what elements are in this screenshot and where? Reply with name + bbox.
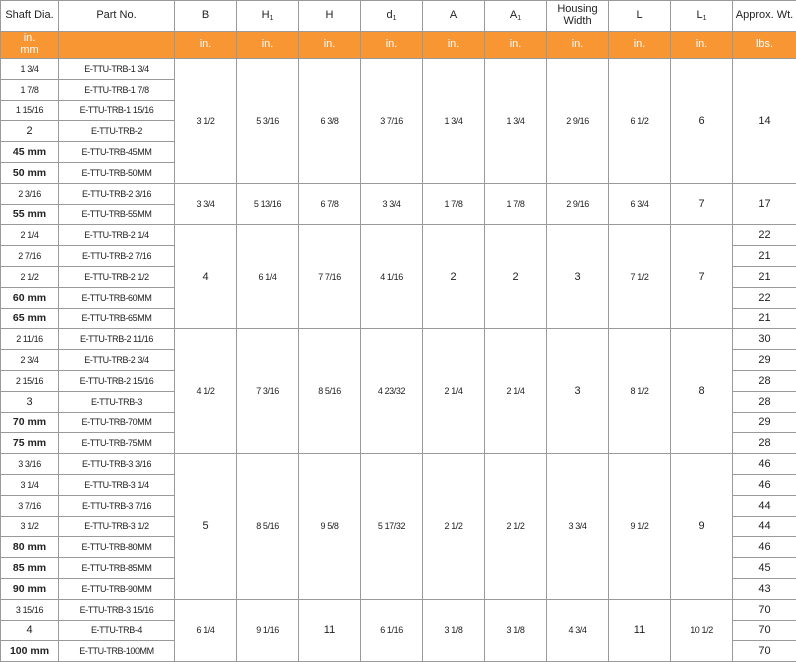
a1-cell: 3 1/8 [485,599,547,661]
unit-cell: in. mm [1,32,59,59]
part-no-cell: E-TTU-TRB-4 [59,620,175,641]
part-no-cell: E-TTU-TRB-3 7/16 [59,495,175,516]
housing-width-cell: 2 9/16 [547,59,609,184]
unit-cell: in. [671,32,733,59]
part-no-cell: E-TTU-TRB-3 3/16 [59,454,175,475]
unit-cell [59,32,175,59]
col-header-d1: $d_1$ [361,1,423,32]
weight-cell: 70 [733,620,796,641]
unit-cell: lbs. [733,32,796,59]
a-cell: 2 [423,225,485,329]
b-cell: 3 1/2 [175,59,237,184]
h-cell: 6 3/8 [299,59,361,184]
part-no-cell: E-TTU-TRB-80MM [59,537,175,558]
l1-cell: 10 1/2 [671,599,733,661]
weight-cell: 44 [733,495,796,516]
weight-cell: 46 [733,454,796,475]
shaft-dia-cell: 2 3/16 [1,183,59,204]
housing-width-cell: 3 [547,225,609,329]
h-cell: 9 5/8 [299,454,361,600]
housing-width-cell: 3 [547,329,609,454]
weight-cell: 21 [733,266,796,287]
shaft-dia-cell: 3 [1,391,59,412]
shaft-dia-cell: 65 mm [1,308,59,329]
shaft-dia-cell: 2 15/16 [1,370,59,391]
weight-cell: 21 [733,246,796,267]
housing-width-cell: 4 3/4 [547,599,609,661]
part-no-cell: E-TTU-TRB-2 3/4 [59,350,175,371]
shaft-dia-cell: 1 15/16 [1,100,59,121]
part-no-cell: E-TTU-TRB-2 1/4 [59,225,175,246]
shaft-dia-cell: 4 [1,620,59,641]
h-cell: 8 5/16 [299,329,361,454]
weight-cell: 28 [733,391,796,412]
weight-cell: 30 [733,329,796,350]
shaft-dia-cell: 2 [1,121,59,142]
shaft-dia-cell: 55 mm [1,204,59,225]
a1-cell: 2 1/4 [485,329,547,454]
part-no-cell: E-TTU-TRB-1 7/8 [59,79,175,100]
shaft-dia-cell: 1 7/8 [1,79,59,100]
table-body [1,59,796,662]
table-row [1,225,796,246]
h-cell: 7 7/16 [299,225,361,329]
d1-cell: 3 3/4 [361,183,423,225]
part-no-cell: E-TTU-TRB-70MM [59,412,175,433]
weight-cell: 22 [733,225,796,246]
h1-cell: 9 1/16 [237,599,299,661]
b-cell: 3 3/4 [175,183,237,225]
a1-cell: 1 3/4 [485,59,547,184]
part-no-cell: E-TTU-TRB-2 [59,121,175,142]
weight-cell: 44 [733,516,796,537]
col-header-shaft-dia: Shaft Dia. [1,1,59,32]
part-no-cell: E-TTU-TRB-60MM [59,287,175,308]
col-header-housing-width: Housing Width [547,1,609,32]
part-no-cell: E-TTU-TRB-1 15/16 [59,100,175,121]
l-cell: 6 1/2 [609,59,671,184]
unit-cell: in. [609,32,671,59]
shaft-dia-cell: 2 1/4 [1,225,59,246]
b-cell: 4 1/2 [175,329,237,454]
weight-cell: 46 [733,474,796,495]
col-header-h1: $H_1$ [237,1,299,32]
unit-cell: in. [237,32,299,59]
a-cell: 2 1/2 [423,454,485,600]
part-no-cell: E-TTU-TRB-45MM [59,142,175,163]
part-no-cell: E-TTU-TRB-85MM [59,558,175,579]
weight-cell: 22 [733,287,796,308]
b-cell: 6 1/4 [175,599,237,661]
part-no-cell: E-TTU-TRB-3 1/4 [59,474,175,495]
h1-cell: 8 5/16 [237,454,299,600]
unit-cell: in. [485,32,547,59]
l1-cell: 7 [671,225,733,329]
l-cell: 7 1/2 [609,225,671,329]
col-header-part-no: Part No. [59,1,175,32]
table-row [1,329,796,350]
unit-cell: in. [361,32,423,59]
part-no-cell: E-TTU-TRB-90MM [59,578,175,599]
weight-cell: 29 [733,350,796,371]
weight-cell: 70 [733,599,796,620]
unit-cell: in. [423,32,485,59]
unit-cell: in. [175,32,237,59]
shaft-dia-cell: 75 mm [1,433,59,454]
part-no-cell: E-TTU-TRB-3 1/2 [59,516,175,537]
housing-width-cell: 2 9/16 [547,183,609,225]
shaft-dia-cell: 3 3/16 [1,454,59,475]
part-no-cell: E-TTU-TRB-75MM [59,433,175,454]
shaft-dia-cell: 100 mm [1,641,59,662]
weight-cell: 28 [733,433,796,454]
header-row [1,1,796,32]
l-cell: 6 3/4 [609,183,671,225]
b-cell: 5 [175,454,237,600]
a-cell: 1 7/8 [423,183,485,225]
shaft-dia-cell: 2 1/2 [1,266,59,287]
l-cell: 8 1/2 [609,329,671,454]
h-cell: 6 7/8 [299,183,361,225]
h1-cell: 6 1/4 [237,225,299,329]
part-no-cell: E-TTU-TRB-65MM [59,308,175,329]
shaft-dia-cell: 90 mm [1,578,59,599]
shaft-dia-cell: 80 mm [1,537,59,558]
shaft-dia-cell: 70 mm [1,412,59,433]
shaft-dia-cell: 3 7/16 [1,495,59,516]
d1-cell: 3 7/16 [361,59,423,184]
shaft-dia-cell: 2 7/16 [1,246,59,267]
col-header-l: L [609,1,671,32]
l1-cell: 8 [671,329,733,454]
col-header-a1: $A_1$ [485,1,547,32]
l-cell: 11 [609,599,671,661]
part-no-cell: E-TTU-TRB-2 7/16 [59,246,175,267]
housing-width-cell: 3 3/4 [547,454,609,600]
part-no-cell: E-TTU-TRB-55MM [59,204,175,225]
h-cell: 11 [299,599,361,661]
weight-cell: 43 [733,578,796,599]
a1-cell: 2 [485,225,547,329]
l-cell: 9 1/2 [609,454,671,600]
a-cell: 2 1/4 [423,329,485,454]
weight-cell: 29 [733,412,796,433]
d1-cell: 4 23/32 [361,329,423,454]
weight-cell: 17 [733,183,796,225]
unit-cell: in. [299,32,361,59]
part-no-cell: E-TTU-TRB-100MM [59,641,175,662]
shaft-dia-cell: 50 mm [1,162,59,183]
l1-cell: 6 [671,59,733,184]
units-row [1,32,796,59]
d1-cell: 6 1/16 [361,599,423,661]
shaft-dia-cell: 3 1/4 [1,474,59,495]
weight-cell: 14 [733,59,796,184]
a1-cell: 2 1/2 [485,454,547,600]
h1-cell: 7 3/16 [237,329,299,454]
l1-cell: 9 [671,454,733,600]
weight-cell: 46 [733,537,796,558]
part-no-cell: E-TTU-TRB-1 3/4 [59,59,175,80]
shaft-dia-cell: 45 mm [1,142,59,163]
shaft-dia-cell: 85 mm [1,558,59,579]
col-header-approx-wt: Approx. Wt. [733,1,796,32]
a-cell: 3 1/8 [423,599,485,661]
a-cell: 1 3/4 [423,59,485,184]
part-no-cell: E-TTU-TRB-3 15/16 [59,599,175,620]
shaft-dia-cell: 2 11/16 [1,329,59,350]
weight-cell: 45 [733,558,796,579]
part-no-cell: E-TTU-TRB-2 15/16 [59,370,175,391]
shaft-dia-cell: 3 1/2 [1,516,59,537]
part-no-cell: E-TTU-TRB-3 [59,391,175,412]
weight-cell: 28 [733,370,796,391]
table-row [1,183,796,204]
col-header-b: B [175,1,237,32]
shaft-dia-cell: 2 3/4 [1,350,59,371]
part-no-cell: E-TTU-TRB-2 11/16 [59,329,175,350]
table-row [1,454,796,475]
unit-cell: in. [547,32,609,59]
table-row [1,59,796,80]
part-no-cell: E-TTU-TRB-2 1/2 [59,266,175,287]
col-header-l1: $L_1$ [671,1,733,32]
l1-cell: 7 [671,183,733,225]
shaft-dia-cell: 60 mm [1,287,59,308]
a1-cell: 1 7/8 [485,183,547,225]
part-no-cell: E-TTU-TRB-2 3/16 [59,183,175,204]
part-no-cell: E-TTU-TRB-50MM [59,162,175,183]
shaft-dia-cell: 1 3/4 [1,59,59,80]
h1-cell: 5 3/16 [237,59,299,184]
weight-cell: 21 [733,308,796,329]
d1-cell: 5 17/32 [361,454,423,600]
b-cell: 4 [175,225,237,329]
weight-cell: 70 [733,641,796,662]
col-header-h: H [299,1,361,32]
col-header-a: A [423,1,485,32]
table-row [1,599,796,620]
shaft-dia-cell: 3 15/16 [1,599,59,620]
h1-cell: 5 13/16 [237,183,299,225]
d1-cell: 4 1/16 [361,225,423,329]
